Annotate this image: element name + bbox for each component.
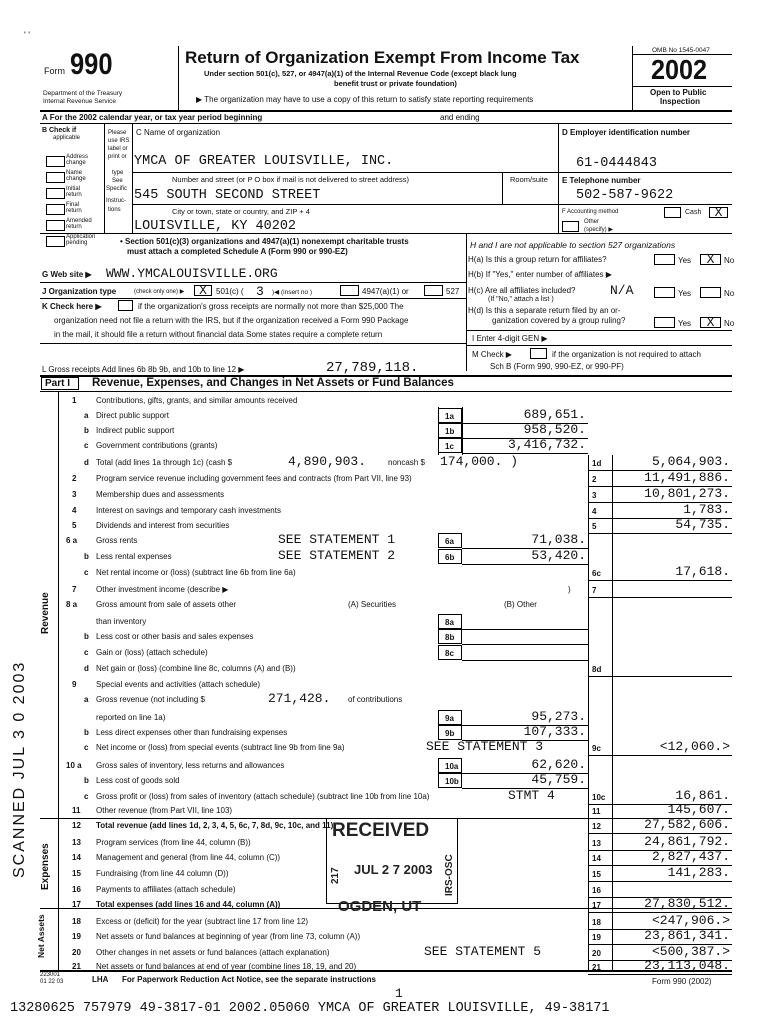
line-number: c — [84, 792, 89, 801]
room-label: Room/suite — [510, 175, 548, 184]
right-amount: 5,064,903. — [651, 454, 730, 469]
line-text: Indirect public support — [96, 426, 175, 435]
statement-reference: SEE STATEMENT 2 — [278, 548, 396, 563]
right-amount: <12,060.> — [659, 739, 730, 754]
line-number: 5 — [72, 521, 77, 530]
page-number: 1 — [395, 986, 403, 1001]
middle-amount: 107,333. — [523, 724, 586, 739]
501c-label: 501(c) ( — [216, 287, 244, 296]
line-text: Total expenses (add lines 16 and 44, column (A)) — [96, 900, 281, 909]
line-number: 21 — [72, 962, 81, 971]
line-text: Program services (from line 44, column (B)) — [96, 838, 251, 847]
middle-amount-rule — [462, 660, 588, 661]
line-number: b — [84, 552, 89, 561]
right-line-number: 10c — [592, 793, 606, 802]
form-number: 990 — [70, 48, 113, 81]
middle-line-number: 8a — [445, 618, 454, 627]
right-line-number: 5 — [592, 522, 597, 531]
expenses-side-label: Expenses — [40, 843, 51, 890]
tax-year: 2002 — [651, 54, 708, 85]
line-number: d — [84, 458, 89, 467]
line-number: 18 — [72, 917, 81, 926]
line-number: 17 — [72, 900, 81, 909]
line-text: Direct public support — [96, 411, 169, 420]
hc-yes-label: Yes — [678, 289, 692, 298]
line-text: Less cost of goods sold — [96, 776, 180, 785]
line-text: Dividends and interest from securities — [96, 521, 230, 530]
right-amount: <500,387.> — [651, 944, 730, 959]
omb-number: OMB No 1545-0047 — [652, 47, 710, 54]
right-amount: 17,618. — [675, 564, 730, 579]
right-line-number: 21 — [592, 963, 601, 972]
right-amount: 27,830,512. — [644, 896, 730, 911]
middle-line-number: 10b — [445, 777, 459, 786]
right-line-number: 20 — [592, 949, 601, 958]
other-method-checkbox[interactable] — [562, 221, 579, 232]
line-text: Gain or (loss) (attach schedule) — [96, 648, 208, 657]
right-row-rule — [588, 881, 732, 882]
line-text: Gross amount from sale of assets other — [96, 600, 237, 609]
city-label: City or town, state or country, and ZIP + 4 — [172, 207, 310, 216]
received-code-right: IRS-OSC — [444, 854, 455, 896]
final-return-checkbox[interactable] — [46, 204, 65, 215]
line-text: reported on line 1a) — [96, 713, 166, 722]
line-text: Membership dues and assessments — [96, 490, 225, 499]
footer-date: 01 22 03 — [40, 979, 64, 985]
4947-label: 4947(a)(1) or — [362, 287, 409, 296]
statement-reference: SEE STATEMENT 5 — [424, 944, 542, 959]
line-text: Less direct expenses other than fundraising expenses — [96, 728, 288, 737]
gross-receipts-value: 27,789,118. — [326, 360, 419, 376]
right-line-number: 6c — [592, 569, 601, 578]
right-amount: 16,861. — [675, 788, 730, 803]
line-number: c — [84, 568, 89, 577]
line-number: 8 a — [66, 600, 78, 609]
line-number: b — [84, 632, 89, 641]
line-text: Management and general (from line 44, column (C)) — [96, 853, 281, 862]
middle-amount-rule — [462, 629, 588, 630]
line-text: Program service revenue including government fees and contracts (from Part VII, line 93) — [96, 474, 412, 483]
right-amount: 141,283. — [667, 865, 730, 880]
statement-reference: STMT 4 — [508, 788, 555, 803]
phone: 502-587-9622 — [576, 188, 674, 203]
right-line-number: 8d — [592, 665, 602, 674]
line-text: Other revenue (from Part VII, line 103) — [96, 806, 233, 815]
website-label: G Web site ▶ — [42, 270, 92, 279]
middle-line-number: 6b — [445, 553, 455, 562]
ha-no-label: No — [724, 256, 735, 265]
line-number: 14 — [72, 853, 81, 862]
right-line-number: 12 — [592, 822, 601, 831]
right-line-number: 16 — [592, 886, 601, 895]
527-label: 527 — [446, 287, 460, 296]
line-text: Other investment income (describe ▶ — [96, 585, 229, 594]
line-text: Government contributions (grants) — [96, 441, 218, 450]
insert-no-label: )◀ (insert no ) — [272, 289, 313, 296]
right-line-number: 3 — [592, 491, 597, 500]
line-text: Special events and activities (attach schedule) — [96, 680, 261, 689]
right-line-number: 2 — [592, 475, 597, 484]
page-title: Return of Organization Exempt From Income Tax — [185, 48, 580, 67]
right-line-number: 7 — [592, 586, 597, 595]
cash-label: Cash — [685, 209, 702, 216]
received-text: RECEIVED — [332, 820, 430, 841]
ha-yes-checkbox[interactable] — [654, 254, 675, 265]
right-amount: 23,113,048. — [644, 958, 730, 973]
line-number: 13 — [72, 838, 81, 847]
line-text: Net assets or fund balances at end of year (combine lines 18, 19, and 20) — [96, 962, 357, 971]
line-number: 10 a — [66, 761, 82, 770]
received-code-left: 217 — [330, 867, 341, 884]
org-name-label: C Name of organization — [136, 128, 221, 137]
right-line-number: 14 — [592, 854, 601, 863]
line-text: Gross revenue (not including $ — [96, 695, 205, 704]
line-text: Gross profit or (loss) from sales of inventory (attach schedule) (subtract line 10b from line 10a) — [96, 792, 430, 801]
other-label: Other — [584, 219, 600, 225]
noncash-label: noncash $ — [388, 458, 425, 467]
cash-amount: 4,890,903. — [288, 454, 367, 469]
middle-amount: 958,520. — [523, 422, 586, 437]
h-title: H and I are not applicable to section 527 organizations — [470, 240, 676, 250]
right-amount: 11,491,886. — [644, 470, 730, 485]
initial-return-label: Initial return — [66, 186, 82, 198]
line-text: Gross sales of inventory, less returns and allowances — [96, 761, 285, 770]
527-checkbox[interactable] — [424, 285, 443, 296]
column-a-header: (A) Securities — [348, 600, 397, 609]
accounting-method-label: F Accounting method — [562, 209, 619, 215]
right-amount: <247,906.> — [651, 913, 730, 928]
hc-no-checkbox[interactable] — [700, 287, 721, 298]
line-text: Net assets or fund balances at beginning of year (from line 73, column (A)) — [96, 932, 361, 941]
line-number: c — [84, 441, 89, 450]
line-text: Interest on savings and temporary cash investments — [96, 506, 281, 515]
noncash-amount: 174,000. ) — [440, 454, 519, 469]
k-text-3: in the mail, it should file a return without financial data Some states require a complete return — [54, 330, 383, 339]
right-amount: 145,607. — [667, 802, 730, 817]
line-number: a — [84, 695, 89, 704]
m-text: if the organization is not required to attach — [552, 350, 701, 359]
check-b-label: B Check if — [42, 127, 77, 134]
city-state-zip: LOUISVILLE, KY 40202 — [134, 219, 297, 234]
middle-line-number: 1a — [445, 412, 454, 421]
hc-no-label: No — [724, 289, 735, 298]
hc-yes-checkbox[interactable] — [654, 287, 675, 298]
line-number: d — [84, 664, 89, 673]
street-address: 545 SOUTH SECOND STREET — [134, 188, 321, 203]
right-amount: 2,827,437. — [651, 849, 730, 864]
k-text-1: if the organization's gross receipts are normally not more than $25,000 The — [138, 302, 404, 311]
right-amount: 27,582,606. — [644, 817, 730, 832]
hd-no-label: No — [724, 319, 735, 328]
line-text: Fundraising (from line 44 column (D)) — [96, 869, 229, 878]
right-line-number: 18 — [592, 918, 601, 927]
middle-amount: 689,651. — [523, 407, 586, 422]
line-text: Net gain or (loss) (combine line 8c, columns (A) and (B)) — [96, 664, 296, 673]
right-amount: 24,861,792. — [644, 834, 730, 849]
line-number: 20 — [72, 948, 81, 957]
net-assets-side-label: Net Assets — [36, 914, 46, 958]
line-number: 1 — [72, 396, 77, 405]
line-number: b — [84, 426, 89, 435]
line-text: Less cost or other basis and sales expenses — [96, 632, 254, 641]
phone-label: E Telephone number — [562, 176, 641, 185]
initial-return-checkbox[interactable] — [46, 188, 65, 199]
line-number: 11 — [72, 806, 81, 815]
bottom-line: 13280625 757979 49-3817-01 2002.05060 YMCA OF GREATER LOUISVILLE, 49-38171 — [10, 1001, 610, 1016]
section-501-note-1: • Section 501(c)(3) organizations and 4947(a)(1) nonexempt charitable trusts — [120, 237, 409, 246]
line-number: c — [84, 648, 89, 657]
hd-yes-label: Yes — [678, 319, 692, 328]
hd-question-1: H(d) Is this a separate return filed by an or- — [468, 306, 621, 315]
right-row-rule — [588, 755, 732, 756]
right-row-rule — [588, 974, 732, 975]
footer-code: 223001 — [40, 972, 61, 978]
line-number: 16 — [72, 885, 81, 894]
middle-amount: 45,759. — [531, 772, 586, 787]
amended-return-label: Amended return — [66, 218, 92, 230]
line-number: 19 — [72, 932, 81, 941]
cash-checkbox[interactable] — [664, 207, 681, 218]
middle-line-number: 8b — [445, 633, 455, 642]
right-row-rule — [588, 597, 732, 598]
final-return-label: Final return — [66, 202, 82, 214]
hb-question: H(b) If "Yes," enter number of affiliates ▶ — [468, 270, 612, 279]
line-number: 12 — [72, 821, 81, 830]
line-text: Total revenue (add lines 1d, 2, 3, 4, 5, 6c, 7, 8d, 9c, 10c, and 11) — [96, 821, 334, 830]
k-check-label: K Check here ▶ — [42, 302, 102, 311]
right-row-rule — [588, 533, 732, 534]
line-number: c — [84, 743, 89, 752]
revenue-side-label: Revenue — [40, 592, 51, 634]
m-check-label: M Check ▶ — [472, 350, 512, 359]
org-type-label: J Organization type — [42, 287, 117, 296]
statement-reference: SEE STATEMENT 1 — [278, 532, 396, 547]
k-checkbox[interactable] — [118, 300, 133, 311]
middle-line-number: 1b — [445, 427, 455, 436]
middle-line-number: 10a — [445, 762, 459, 771]
org-type-check-only: (check only one) ▶ — [134, 289, 185, 295]
line-text: Gross rents — [96, 536, 138, 545]
subtitle-2: benefit trust or private foundation) — [334, 79, 457, 88]
name-change-label: Name change — [66, 170, 86, 182]
ha-yes-label: Yes — [678, 256, 692, 265]
line-number: 4 — [72, 506, 77, 515]
middle-line-number: 8c — [445, 649, 454, 658]
check-b-applicable: applicable — [53, 135, 81, 141]
line-number: b — [84, 776, 89, 785]
application-pending-label: Application pending — [66, 234, 96, 246]
scanned-stamp: SCANNED JUL 3 0 2003 — [11, 660, 28, 878]
address-change-label: Address change — [66, 154, 89, 166]
department: Department of the Treasury — [43, 90, 123, 97]
right-row-rule — [588, 580, 732, 581]
middle-line-number: 9a — [445, 714, 454, 723]
row-a-label: A For the 2002 calendar year, or tax year period beginning — [42, 113, 263, 122]
right-amount: 23,861,341. — [644, 928, 730, 943]
ein: 61-0444843 — [576, 156, 658, 171]
right-line-number: 19 — [592, 933, 601, 942]
right-line-number: 11 — [592, 807, 601, 816]
middle-amount: 62,620. — [531, 757, 586, 772]
501c-code: 3 — [256, 284, 264, 299]
hc-question: H(c) Are all affiliates included? — [468, 286, 576, 295]
special-events-contrib-amount: 271,428. — [268, 691, 331, 706]
501c-checkbox[interactable]: X — [194, 285, 212, 296]
line-text-2: of contributions — [348, 695, 403, 704]
line-text: Other changes in net assets or fund balances (attach explanation) — [96, 948, 330, 957]
right-amount: 54,735. — [675, 517, 730, 532]
describe-close: ) — [568, 585, 571, 594]
specify-label: (specify) ▶ — [584, 227, 613, 233]
open-to-public: Open to Public — [650, 88, 707, 97]
middle-amount-rule — [462, 564, 588, 565]
ha-question: H(a) Is this a group return for affiliates? — [468, 255, 607, 264]
subtitle-1: Under section 501(c), 527, or 4947(a)(1) of the Internal Revenue Code (except black lung — [204, 69, 517, 78]
ogden-text: OGDEN, UT — [338, 898, 422, 915]
middle-amount: 53,420. — [531, 548, 586, 563]
line-number: 9 — [72, 680, 77, 689]
street-label: Number and street (or P O box if mail is not delivered to street address) — [172, 175, 410, 184]
margin-mark: ' ' — [24, 30, 30, 40]
footer-notice: For Paperwork Reduction Act Notice, see the separate instructions — [122, 975, 376, 984]
right-line-number: 9c — [592, 744, 601, 753]
amended-return-checkbox[interactable] — [46, 220, 65, 231]
right-row-rule — [588, 676, 732, 677]
line-text: Total (add lines 1a through 1c) (cash $ — [96, 458, 233, 467]
middle-amount: 3,416,732. — [507, 437, 586, 452]
right-line-number: 17 — [592, 901, 601, 910]
hc-note: (If "No," attach a list ) — [488, 296, 554, 303]
middle-amount-rule — [462, 644, 588, 645]
name-change-checkbox[interactable] — [46, 172, 65, 183]
line-number: a — [84, 411, 89, 420]
statement-reference: SEE STATEMENT 3 — [426, 739, 544, 754]
line-text: Excess or (deficit) for the year (subtract line 17 from line 12) — [96, 917, 309, 926]
right-line-number: 4 — [592, 507, 597, 516]
website: WWW.YMCALOUISVILLE.ORG — [106, 266, 278, 281]
line-number: 6 a — [66, 536, 78, 545]
line-number: 15 — [72, 869, 81, 878]
line-number: 7 — [72, 585, 77, 594]
line-text: Less rental expenses — [96, 552, 172, 561]
org-name: YMCA OF GREATER LOUISVILLE, INC. — [134, 154, 394, 169]
inspection: Inspection — [660, 97, 701, 106]
part-1-title: Revenue, Expenses, and Changes in Net Assets or Fund Balances — [92, 377, 454, 389]
middle-line-number: 6a — [445, 537, 454, 546]
state-notice: ▶ The organization may have to use a copy of this return to satisfy state reporting requirements — [196, 95, 534, 104]
right-line-number: 13 — [592, 839, 601, 848]
address-change-checkbox[interactable] — [46, 156, 65, 167]
ha-no-checkbox[interactable]: X — [700, 254, 721, 265]
line-number: b — [84, 728, 89, 737]
line-text: Net rental income or (loss) (subtract line 6b from line 6a) — [96, 568, 296, 577]
middle-line-number: 9b — [445, 729, 455, 738]
row-a-ending: and ending — [440, 113, 480, 122]
middle-line-number: 1c — [445, 442, 454, 451]
line-text: Payments to affiliates (attach schedule) — [96, 885, 236, 894]
right-amount: 10,801,273. — [644, 486, 730, 501]
hd-yes-checkbox[interactable] — [654, 317, 675, 328]
column-b-header: (B) Other — [504, 600, 537, 609]
part-1-tag: Part I — [45, 378, 71, 389]
k-text-2: organization need not file a return with the IRS, but if the organization received a Form 990 Package — [54, 316, 409, 325]
right-amount: 1,783. — [683, 502, 730, 517]
gross-receipts-label: L Gross receipts Add lines 6b 8b 9b, and 10b to line 12 ▶ — [42, 365, 245, 374]
received-date: JUL 2 7 2003 — [354, 862, 433, 877]
form-word: Form — [44, 66, 65, 76]
middle-amount: 95,273. — [531, 709, 586, 724]
i-gen-label: I Enter 4-digit GEN ▶ — [472, 334, 548, 343]
hc-answer: N/A — [610, 283, 634, 298]
footer-lha: LHA — [92, 975, 109, 984]
m-text-2: Sch B (Form 990, 990-EZ, or 990-PF) — [490, 362, 624, 371]
ein-label: D Employer identification number — [562, 128, 691, 137]
footer-form: Form 990 (2002) — [652, 977, 712, 986]
hd-no-checkbox[interactable]: X — [700, 317, 721, 328]
hd-question-2: ganization covered by a group ruling? — [492, 316, 626, 325]
application-pending-checkbox[interactable] — [46, 236, 65, 247]
irs: Internal Revenue Service — [43, 98, 116, 105]
line-text: than inventory — [96, 617, 147, 626]
4947-checkbox[interactable] — [340, 285, 359, 296]
line-text: Contributions, gifts, grants, and similar amounts received — [96, 396, 298, 405]
middle-amount: 71,038. — [531, 532, 586, 547]
m-checkbox[interactable] — [530, 348, 547, 359]
right-line-number: 15 — [592, 870, 601, 879]
right-line-number: 1d — [592, 459, 602, 468]
line-number: 3 — [72, 490, 77, 499]
line-number: 2 — [72, 474, 77, 483]
line-text: Net income or (loss) from special events (subtract line 9b from line 9a) — [96, 743, 345, 752]
accrual-checkbox[interactable]: X — [709, 207, 728, 218]
section-501-note-2: must attach a completed Schedule A (Form 990 or 990-EZ) — [127, 247, 348, 256]
